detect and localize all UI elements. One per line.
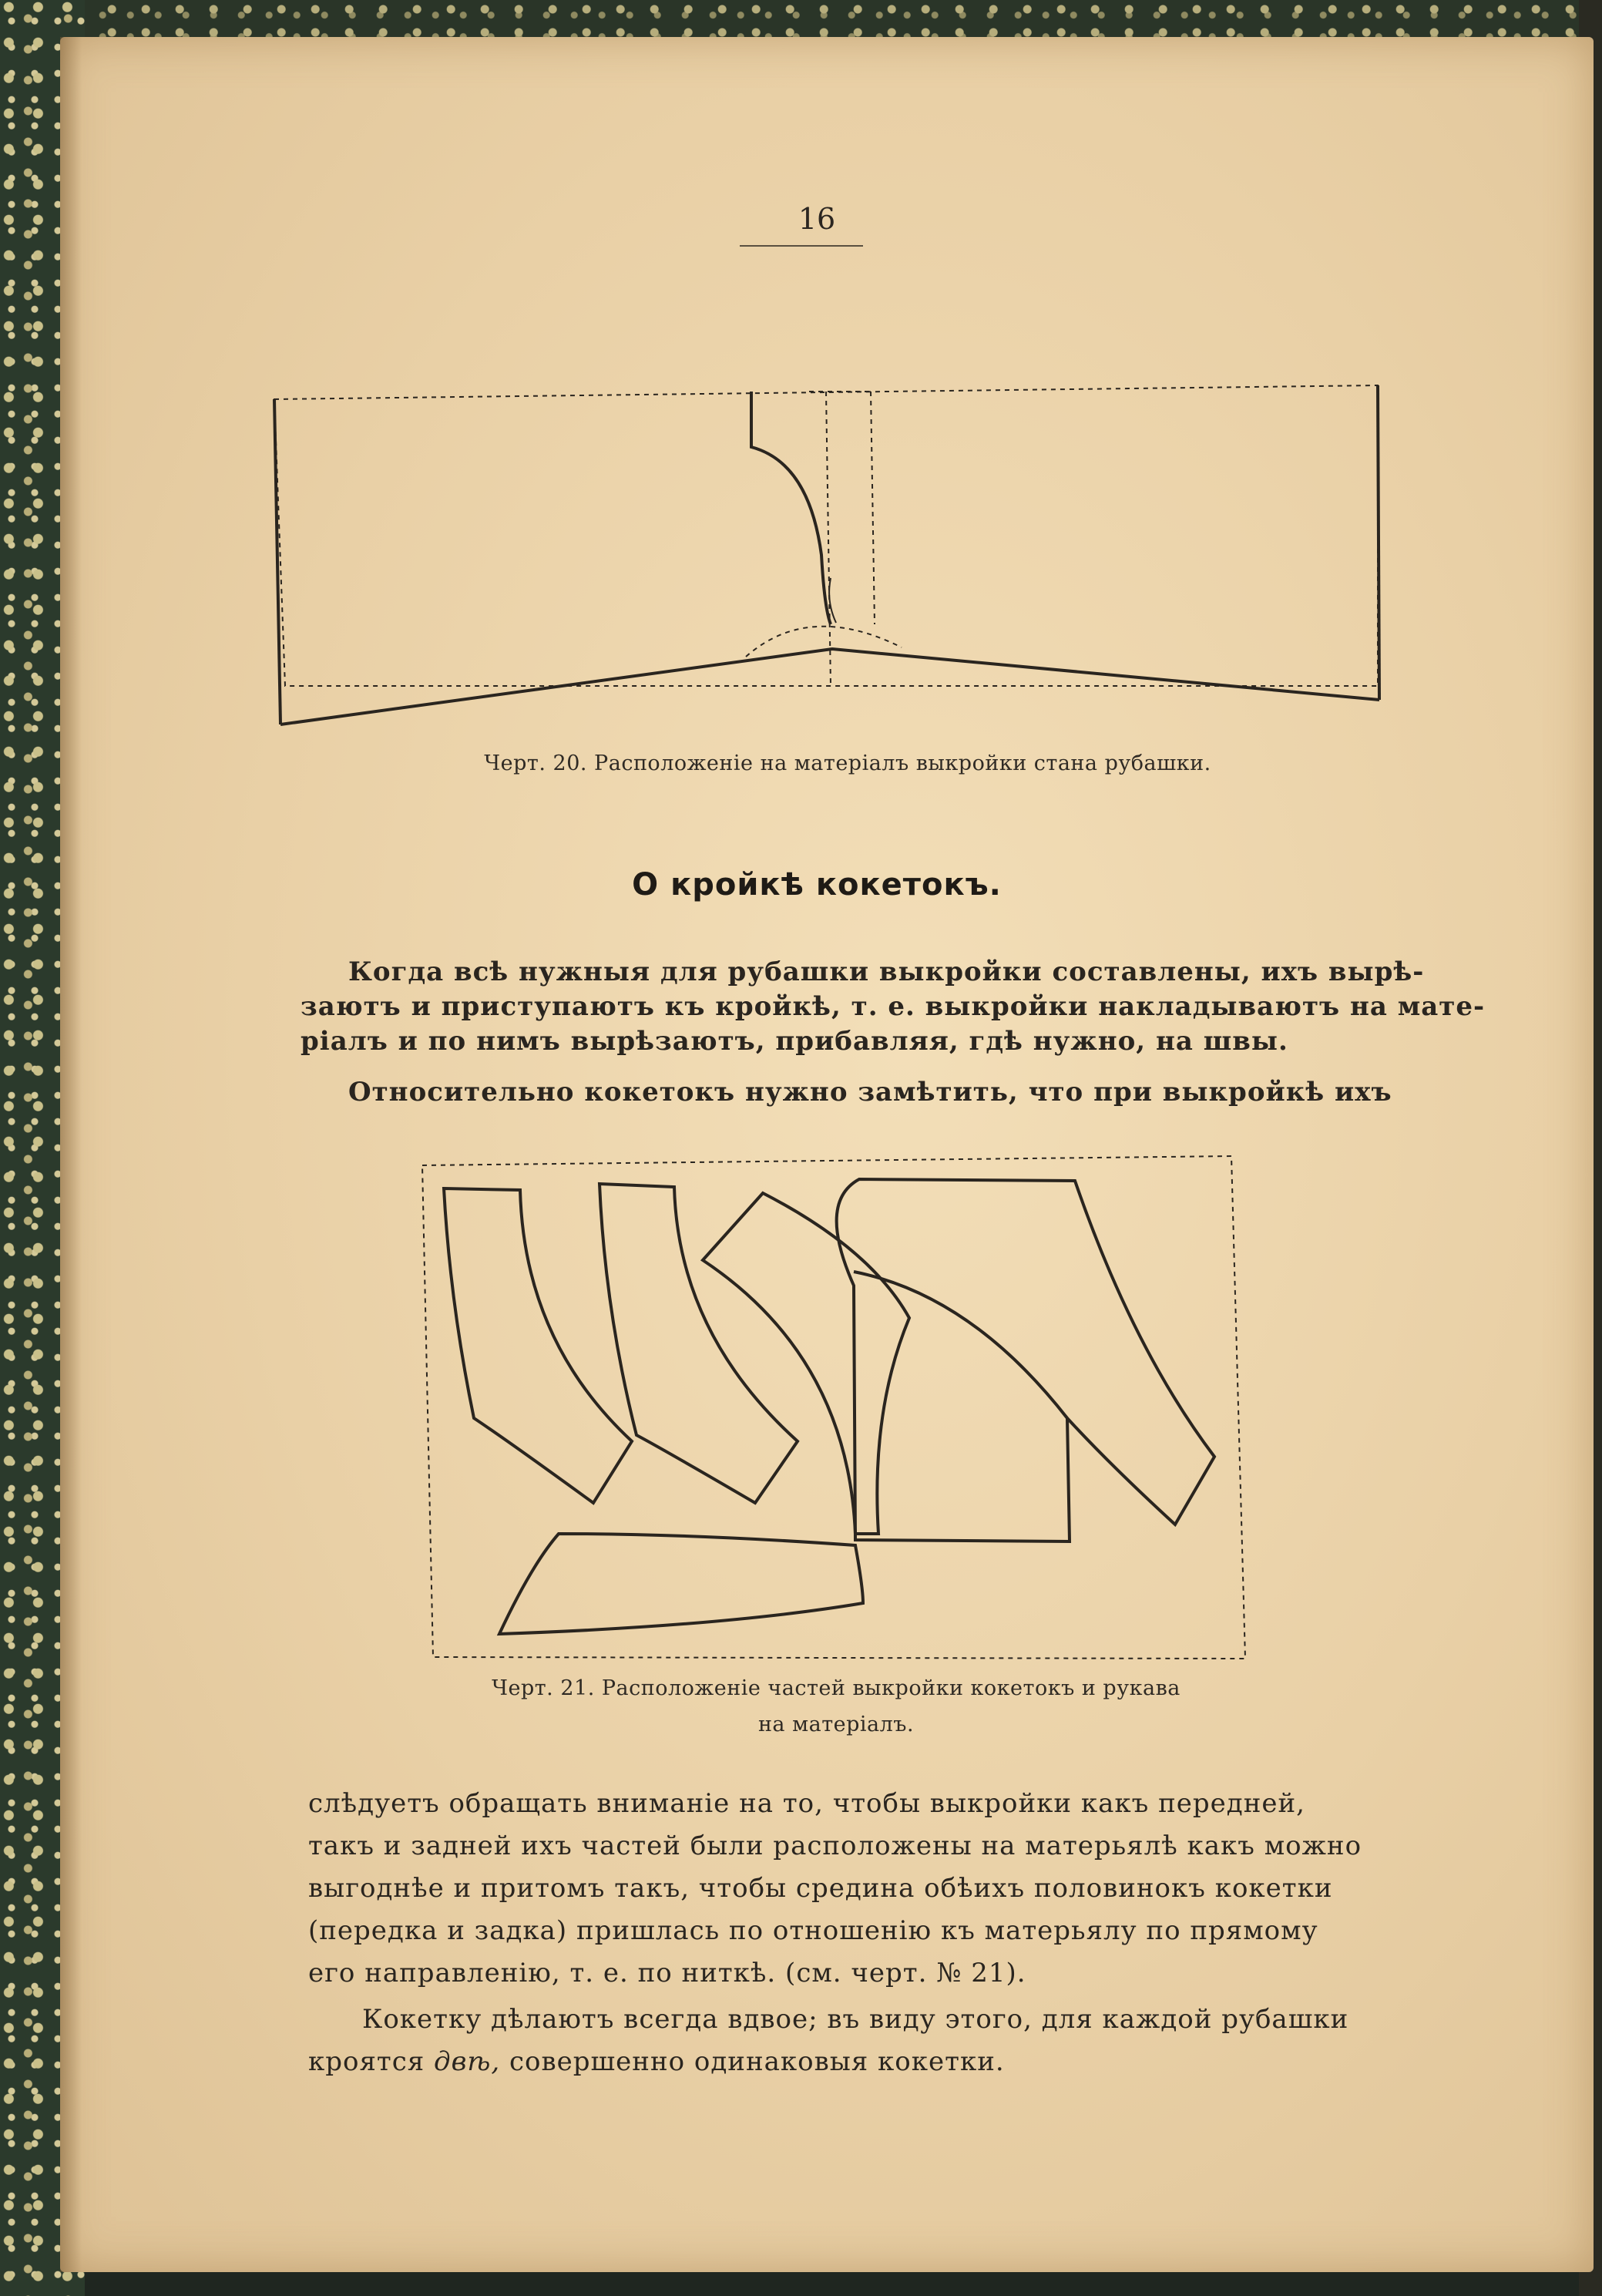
paragraph-1-line-3: ріалъ и по нимъ вырѣзаютъ, прибавляя, гдѣ нужно, на швы. — [301, 1026, 1288, 1057]
pattern-left-edge — [274, 399, 280, 724]
paragraph-3-line-4: (передка и задка) пришлась по отношенію къ матерьялу по прямому — [308, 1915, 1318, 1946]
paragraph-4-line-2-end: совершенно одинаковыя кокетки. — [509, 2046, 1005, 2077]
paragraph-3-line-5: его направленію, т. е. по ниткѣ. (см. черт. № 21). — [308, 1958, 1026, 1988]
page-number: 16 — [798, 202, 836, 236]
page-number-rule — [740, 245, 863, 247]
figure-20-caption: Черт. 20. Расположеніе на матеріалъ выкройки стана рубашки. — [484, 751, 1211, 775]
section-title: О кройкѣ кокетокъ. — [632, 867, 1002, 903]
paragraph-1-line-2: заютъ и приступаютъ къ кройкѣ, т. е. выкройки накладываютъ на мате- — [301, 991, 1486, 1022]
paragraph-1-line-1: Когда всѣ нужныя для рубашки выкройки составлены, ихъ вырѣ- — [348, 956, 1425, 987]
book-cover-top-edge — [0, 0, 1602, 39]
paragraph-4-emphasis: двѣ, — [434, 2046, 501, 2077]
fabric-outline-dashed — [422, 1156, 1245, 1659]
armhole-curve — [751, 392, 831, 624]
paragraph-3-line-1: слѣдуетъ обращать вниманіе на то, чтобы выкройки какъ передней, — [308, 1788, 1305, 1819]
paragraph-4-line-1: Кокетку дѣлаютъ всегда вдвое; въ виду этого, для каждой рубашки — [362, 2004, 1349, 2035]
pattern-right-edge — [1378, 385, 1379, 700]
center-guide-1 — [826, 392, 831, 686]
paragraph-3-line-2: такъ и задней ихъ частей были расположены на матерьялѣ какъ можно — [308, 1830, 1362, 1861]
paragraph-4-line-2 — [308, 2046, 1005, 2077]
page-gutter-shadow — [60, 37, 82, 2272]
figure-21-caption-line-2: на матеріалъ. — [757, 1713, 915, 1736]
paragraph-2-line-1: Относительно кокетокъ нужно замѣтить, что при выкройкѣ ихъ — [348, 1077, 1392, 1108]
figure-21-caption-line-1: Черт. 21. Расположеніе частей выкройки кокетокъ и рукава — [492, 1676, 1181, 1700]
paragraph-3-line-3: выгоднѣе и притомъ такъ, чтобы средина обѣихъ половинокъ кокетки — [308, 1873, 1333, 1904]
paragraph-4-line-2-start: кроятся — [308, 2046, 425, 2077]
figure-21-yoke-sleeve-pattern — [416, 1156, 1256, 1672]
cuff-piece — [499, 1534, 863, 1634]
figure-20-shirt-body-pattern — [270, 370, 1387, 732]
center-guide-2 — [871, 392, 875, 624]
yoke-piece-3 — [703, 1193, 909, 1534]
yoke-piece-2 — [599, 1184, 798, 1503]
